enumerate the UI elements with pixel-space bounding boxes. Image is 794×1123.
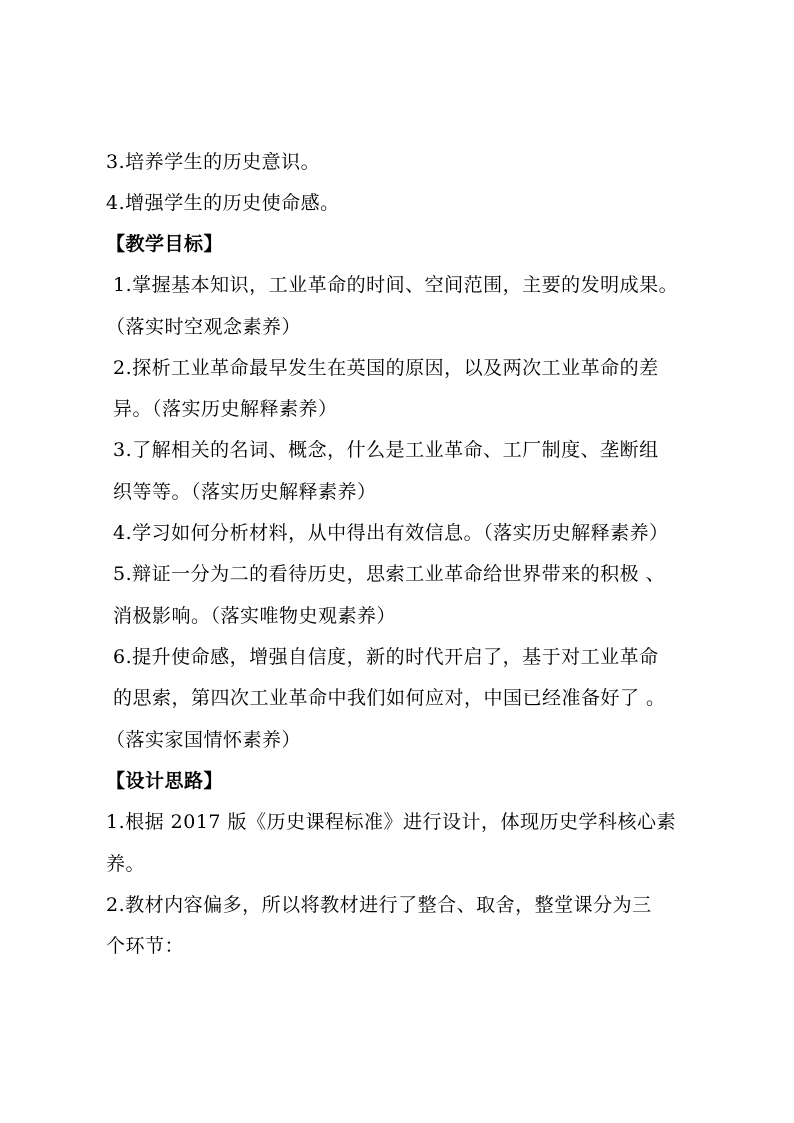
teaching-goals-heading: 【教学目标】 <box>106 233 224 255</box>
design-idea-line: 养。 <box>106 853 146 875</box>
teaching-goal-line: 1.掌握基本知识，工业革命的时间、空间范围，主要的发明成果。 <box>113 274 679 296</box>
teaching-goal-line: 消极影响。（落实唯物史观素养） <box>113 605 397 627</box>
intro-item-3: 3.培养学生的历史意识。 <box>106 151 321 173</box>
teaching-goal-line: 5.辩证一分为二的看待历史，思索工业革命给世界带来的积极 、 <box>113 563 666 585</box>
teaching-goal-line: （落实家国情怀素养） <box>106 729 302 751</box>
teaching-goal-line: （落实时空观念素养） <box>106 316 302 338</box>
design-idea-line: 个环节： <box>106 935 185 957</box>
teaching-goal-line: 织等等。（落实历史解释素养） <box>113 481 377 503</box>
design-ideas-heading: 【设计思路】 <box>106 770 224 792</box>
design-idea-line: 2.教材内容偏多，所以将教材进行了整合、取舍，整堂课分为三 <box>106 894 652 916</box>
teaching-goal-line: 4.学习如何分析材料，从中得出有效信息。（落实历史解释素养） <box>113 522 669 544</box>
design-idea-line: 1.根据 2017 版《历史课程标准》进行设计，体现历史学科核心素 <box>106 811 677 833</box>
teaching-goal-line: 3.了解相关的名词、概念，什么是工业革命、工厂制度、垄断组 <box>113 439 659 461</box>
teaching-goal-line: 的思索，第四次工业革命中我们如何应对，中国已经准备好了 。 <box>113 687 666 709</box>
teaching-goal-line: 异。（落实历史解释素养） <box>113 398 338 420</box>
intro-item-4: 4.增强学生的历史使命感。 <box>106 192 340 214</box>
teaching-goal-line: 2.探析工业革命最早发生在英国的原因，以及两次工业革命的差 <box>113 357 659 379</box>
teaching-goal-line: 6.提升使命感，增强自信度，新的时代开启了，基于对工业革命 <box>113 646 659 668</box>
